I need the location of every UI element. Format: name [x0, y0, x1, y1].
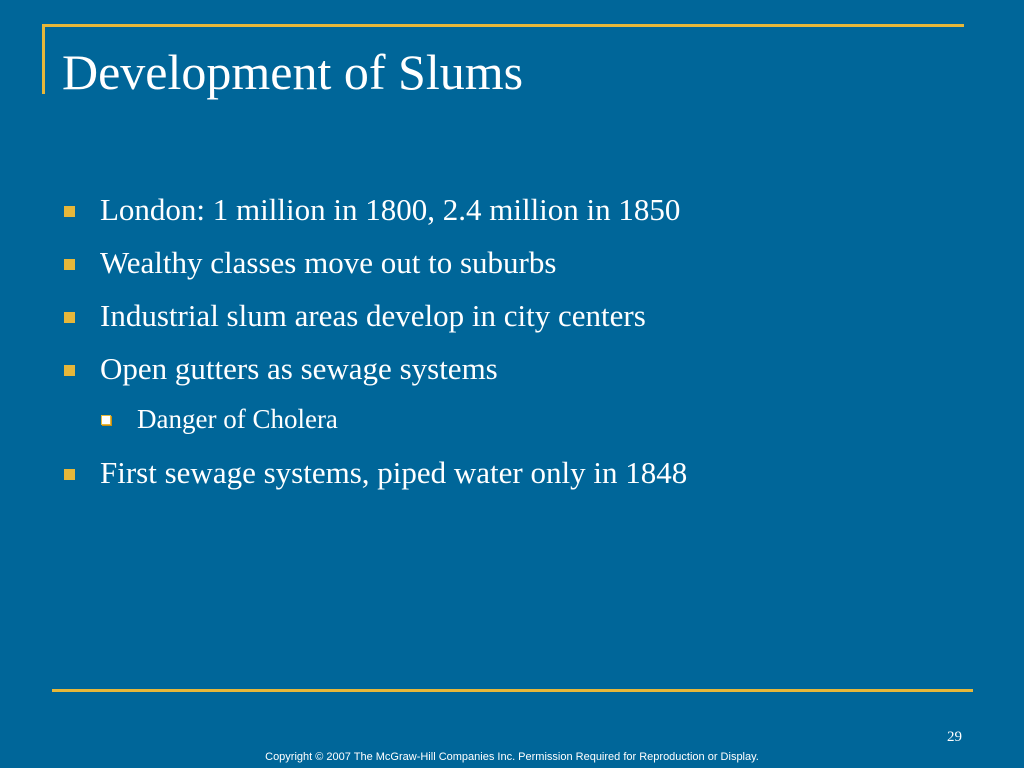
square-bullet-icon: [64, 312, 75, 323]
footer-rule: [52, 689, 973, 692]
slide-number: 29: [947, 729, 962, 745]
bullet-item: [0, 190, 1024, 243]
title-frame-top-rule: [42, 24, 964, 27]
square-bullet-icon: [64, 259, 75, 270]
square-bullet-icon: [64, 469, 75, 480]
square-bullet-icon: [64, 365, 75, 376]
square-bullet-icon: [64, 206, 75, 217]
bullet-text: Open gutters as sewage systems: [100, 351, 498, 386]
bullet-text: First sewage systems, piped water only in 1848: [100, 455, 688, 490]
bullet-item: [0, 453, 1024, 506]
bullet-item: [0, 349, 1024, 402]
hollow-square-bullet-icon: [101, 415, 111, 425]
bullet-text: Industrial slum areas develop in city centers: [100, 298, 646, 333]
bullet-list: [0, 190, 1024, 506]
bullet-item: [0, 296, 1024, 349]
title-frame-left-rule: [42, 24, 45, 94]
sub-bullet-text: Danger of Cholera: [137, 404, 338, 434]
bullet-item: [0, 243, 1024, 296]
bullet-text: Wealthy classes move out to suburbs: [100, 245, 557, 280]
sub-bullet-item: [0, 402, 1024, 453]
copyright-notice: Copyright © 2007 The McGraw-Hill Companies Inc. Permission Required for Reproduction or Display.: [265, 751, 759, 763]
bullet-text: London: 1 million in 1800, 2.4 million in 1850: [100, 192, 681, 227]
slide-title: Development of Slums: [62, 44, 524, 100]
